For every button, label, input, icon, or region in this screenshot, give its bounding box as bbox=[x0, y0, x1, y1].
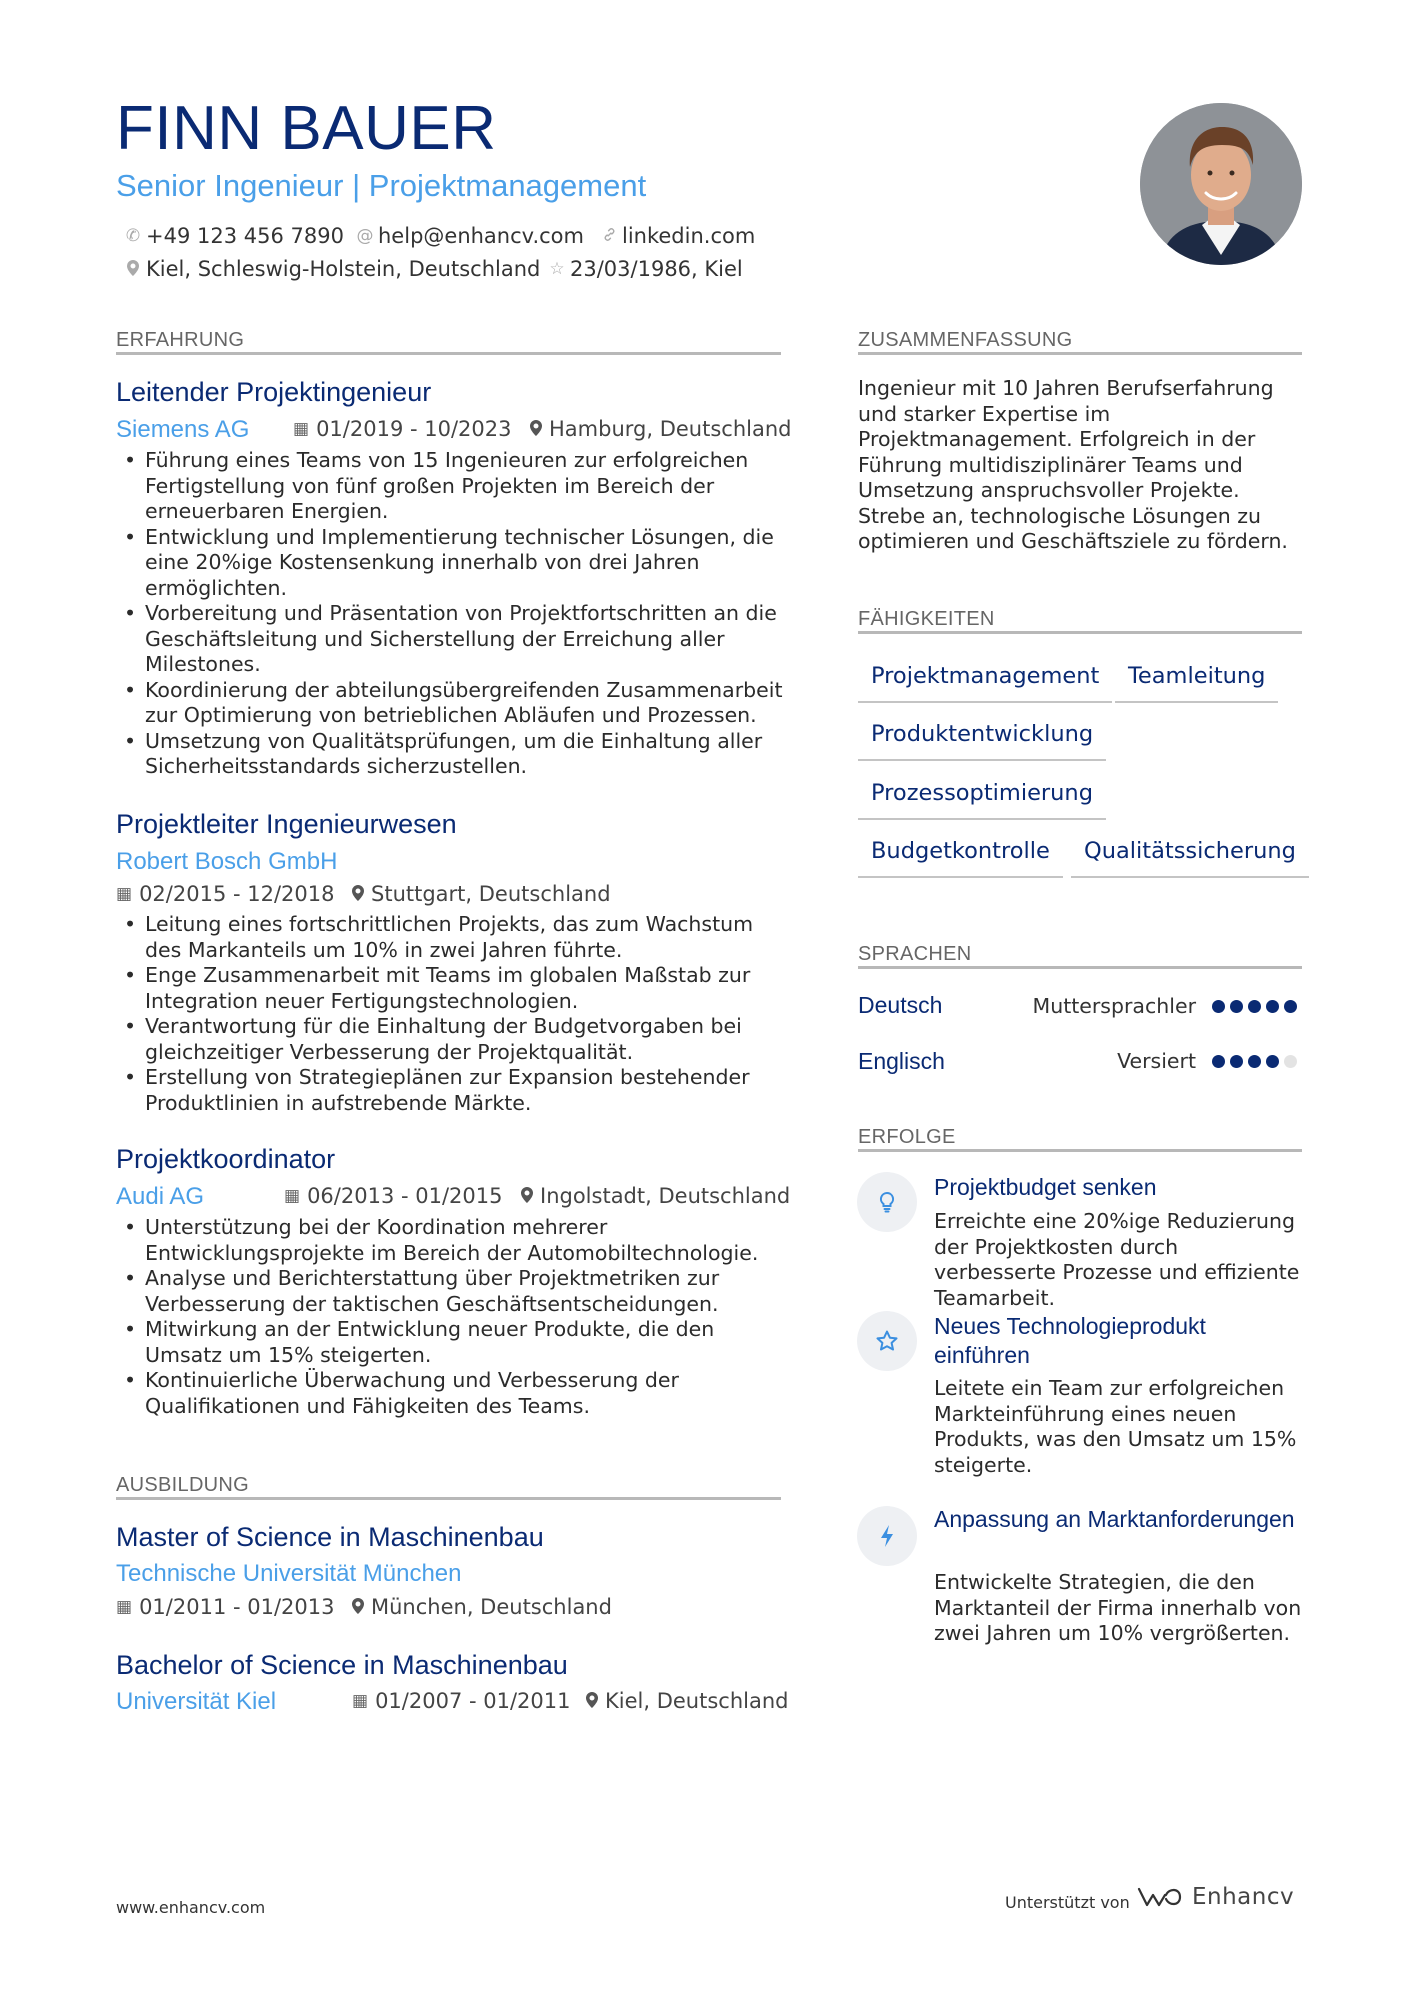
list-item: • Enge Zusammenarbeit mit Teams im globalen Maßstab zur Integration neuer Fertigungstechnologien. bbox=[116, 963, 786, 1014]
star-icon bbox=[857, 1311, 917, 1371]
contact-linkedin[interactable] bbox=[600, 226, 755, 247]
job-bullets bbox=[116, 1215, 786, 1419]
education-school: Universität Kiel bbox=[116, 1688, 277, 1715]
achievement-title: Projektbudget senken bbox=[934, 1174, 1157, 1200]
phone-text: +49 123 456 7890 bbox=[146, 224, 344, 248]
enhancv-wordmark: Enhancv bbox=[1192, 1884, 1295, 1910]
star-outline-icon: ☆ bbox=[549, 259, 565, 279]
location-pin-icon bbox=[124, 260, 142, 280]
location-text: Kiel, Schleswig-Holstein, Deutschland bbox=[146, 257, 541, 281]
section-summary-heading: ZUSAMMENFASSUNG bbox=[858, 329, 1073, 351]
section-divider bbox=[858, 966, 1302, 969]
section-divider bbox=[858, 1149, 1302, 1152]
rating-dot-filled bbox=[1266, 1000, 1279, 1013]
lightbulb-icon bbox=[857, 1172, 917, 1232]
job-dates: ▦ 02/2015 - 12/2018 bbox=[116, 882, 335, 906]
email-text: help@enhancv.com bbox=[378, 224, 584, 248]
section-languages-heading: SPRACHEN bbox=[858, 943, 972, 965]
rating-dot-filled bbox=[1284, 1000, 1297, 1013]
contact-email[interactable] bbox=[356, 226, 584, 247]
location-pin-icon bbox=[521, 1187, 533, 1207]
rating-dot-filled bbox=[1248, 1055, 1261, 1068]
location-pin-icon bbox=[352, 1598, 364, 1618]
list-item: • Verantwortung für die Einhaltung der Budgetvorgaben bei gleichzeitiger Verbesserung der Projektqualität. bbox=[116, 1014, 786, 1065]
skill-tag: Budgetkontrolle bbox=[858, 840, 1063, 878]
rating-dot-filled bbox=[1230, 1000, 1243, 1013]
language-name: Englisch bbox=[858, 1048, 945, 1074]
calendar-icon: ▦ bbox=[352, 1691, 369, 1711]
achievement-text: Entwickelte Strategien, die den Marktanteil der Firma innerhalb von zwei Jahren um 10% vergrößerten. bbox=[934, 1570, 1302, 1645]
list-item: • Analyse und Berichterstattung über Projektmetriken zur Verbesserung der taktischen Geschäftsentscheidungen. bbox=[116, 1266, 786, 1317]
achievement-title: Anpassung an Marktanforderungen bbox=[934, 1506, 1295, 1532]
list-item: • Koordinierung der abteilungsübergreifenden Zusammenarbeit zur Optimierung von betrieblichen Abläufen und Prozessen. bbox=[116, 678, 786, 729]
education-degree: Master of Science in Maschinenbau bbox=[116, 1522, 544, 1552]
list-item: • Leitung eines fortschrittlichen Projekts, das zum Wachstum des Markanteils um 10% in zwei Jahren führte. bbox=[116, 912, 786, 963]
language-rating bbox=[1207, 998, 1297, 1017]
job-company: Robert Bosch GmbH bbox=[116, 848, 338, 875]
job-title: Leitender Projektingenieur bbox=[116, 377, 432, 407]
section-experience-heading: ERFAHRUNG bbox=[116, 329, 245, 351]
calendar-icon: ▦ bbox=[293, 419, 310, 439]
education-location: München, Deutschland bbox=[352, 1597, 612, 1618]
section-achievements-heading: ERFOLGE bbox=[858, 1126, 956, 1148]
footer-powered-by: Unterstützt von bbox=[1005, 1893, 1130, 1912]
job-location: Stuttgart, Deutschland bbox=[352, 884, 611, 905]
job-bullets bbox=[116, 448, 786, 780]
list-item: • Umsetzung von Qualitätsprüfungen, um die Einhaltung aller Sicherheitsstandards sicherzustellen. bbox=[116, 729, 786, 780]
list-item: • Mitwirkung an der Entwicklung neuer Produkte, die den Umsatz um 15% steigerten. bbox=[116, 1317, 786, 1368]
job-dates: ▦ 01/2019 - 10/2023 bbox=[293, 417, 512, 441]
list-item: • Erstellung von Strategieplänen zur Expansion bestehender Produktlinien in aufstrebende Märkte. bbox=[116, 1065, 786, 1116]
footer-url[interactable]: www.enhancv.com bbox=[116, 1898, 266, 1917]
birth-text: 23/03/1986, Kiel bbox=[570, 257, 743, 281]
achievement-text: Erreichte eine 20%ige Reduzierung der Projektkosten durch verbesserte Prozesse und effiziente Teamarbeit. bbox=[934, 1209, 1300, 1310]
rating-dot-filled bbox=[1230, 1055, 1243, 1068]
list-item: • Unterstützung bei der Koordination mehrerer Entwicklungsprojekte im Bereich der Automobiltechnologie. bbox=[116, 1215, 786, 1266]
job-location: Hamburg, Deutschland bbox=[530, 419, 791, 440]
link-icon bbox=[600, 227, 618, 246]
summary-text: Ingenieur mit 10 Jahren Berufserfahrung und starker Expertise im Projektmanagement. Erfolgreich in der Führung multidisziplinärer Teams und Umsetzung anspruchsvoller Projekte. Strebe an, technologische Lösungen zu optimieren und Geschäftsziele zu fördern. bbox=[858, 376, 1288, 553]
rating-dot-empty bbox=[1284, 1055, 1297, 1068]
job-title: Projektleiter Ingenieurwesen bbox=[116, 809, 457, 839]
job-bullets bbox=[116, 912, 786, 1116]
section-education-heading: AUSBILDUNG bbox=[116, 1474, 250, 1496]
linkedin-text: linkedin.com bbox=[622, 224, 756, 248]
rating-dot-filled bbox=[1266, 1055, 1279, 1068]
section-divider bbox=[116, 1497, 781, 1500]
contact-birth bbox=[548, 259, 743, 280]
contact-location bbox=[124, 259, 540, 280]
list-item: • Entwicklung und Implementierung technischer Lösungen, die eine 20%ige Kostensenkung innerhalb von drei Jahren ermöglichten. bbox=[116, 525, 786, 602]
job-title: Projektkoordinator bbox=[116, 1144, 336, 1174]
candidate-title: Senior Ingenieur | Projektmanagement bbox=[116, 168, 647, 203]
list-item: • Führung eines Teams von 15 Ingenieuren zur erfolgreichen Fertigstellung von fünf großen Projekten im Bereich der erneuerbaren Energien. bbox=[116, 448, 786, 525]
job-dates: ▦ 06/2013 - 01/2015 bbox=[284, 1184, 503, 1208]
skill-tag: Prozessoptimierung bbox=[858, 782, 1106, 820]
rating-dot-filled bbox=[1248, 1000, 1261, 1013]
language-name: Deutsch bbox=[858, 992, 943, 1018]
education-location: Kiel, Deutschland bbox=[586, 1691, 788, 1712]
language-rating bbox=[1207, 1053, 1297, 1072]
section-divider bbox=[858, 352, 1302, 355]
job-company: Siemens AG bbox=[116, 416, 250, 443]
section-divider bbox=[116, 352, 781, 355]
contact-phone[interactable] bbox=[124, 226, 344, 247]
calendar-icon: ▦ bbox=[284, 1186, 301, 1206]
achievement-text: Leitete ein Team zur erfolgreichen Markteinführung eines neuen Produkts, was den Umsatz um 15% steigerte. bbox=[934, 1376, 1297, 1477]
job-location: Ingolstadt, Deutschland bbox=[521, 1186, 790, 1207]
skill-tag: Produktentwicklung bbox=[858, 723, 1106, 761]
phone-icon: ✆ bbox=[125, 226, 141, 246]
skill-tag: Projektmanagement bbox=[858, 665, 1112, 703]
calendar-icon: ▦ bbox=[116, 884, 133, 904]
rating-dot-filled bbox=[1212, 1000, 1225, 1013]
list-item: • Vorbereitung und Präsentation von Projektfortschritten an die Geschäftsleitung und Sicherstellung der Erreichung aller Milestones. bbox=[116, 601, 786, 678]
language-level: Versiert bbox=[1117, 1049, 1196, 1073]
enhancv-logo[interactable] bbox=[1136, 1884, 1294, 1910]
location-pin-icon bbox=[530, 420, 542, 440]
at-icon: @ bbox=[356, 226, 374, 246]
skill-tag: Teamleitung bbox=[1115, 665, 1278, 703]
education-school: Technische Universität München bbox=[116, 1560, 462, 1587]
section-divider bbox=[858, 631, 1302, 634]
rating-dot-filled bbox=[1212, 1055, 1225, 1068]
location-pin-icon bbox=[586, 1692, 598, 1712]
lightning-icon bbox=[857, 1506, 917, 1566]
candidate-name: FINN BAUER bbox=[116, 94, 497, 163]
profile-photo bbox=[1140, 103, 1302, 265]
education-dates: ▦ 01/2011 - 01/2013 bbox=[116, 1595, 335, 1619]
education-dates: ▦ 01/2007 - 01/2011 bbox=[352, 1689, 571, 1713]
education-degree: Bachelor of Science in Maschinenbau bbox=[116, 1650, 568, 1680]
skill-tag: Qualitätssicherung bbox=[1071, 840, 1309, 878]
language-level: Muttersprachler bbox=[1032, 994, 1196, 1018]
section-skills-heading: FÄHIGKEITEN bbox=[858, 608, 995, 630]
enhancv-mark-icon bbox=[1136, 1884, 1184, 1910]
job-company: Audi AG bbox=[116, 1183, 205, 1210]
achievement-title: Neues Technologieprodukt einführen bbox=[934, 1313, 1206, 1368]
calendar-icon: ▦ bbox=[116, 1597, 133, 1617]
list-item: • Kontinuierliche Überwachung und Verbesserung der Qualifikationen und Fähigkeiten des Teams. bbox=[116, 1368, 786, 1419]
location-pin-icon bbox=[352, 885, 364, 905]
